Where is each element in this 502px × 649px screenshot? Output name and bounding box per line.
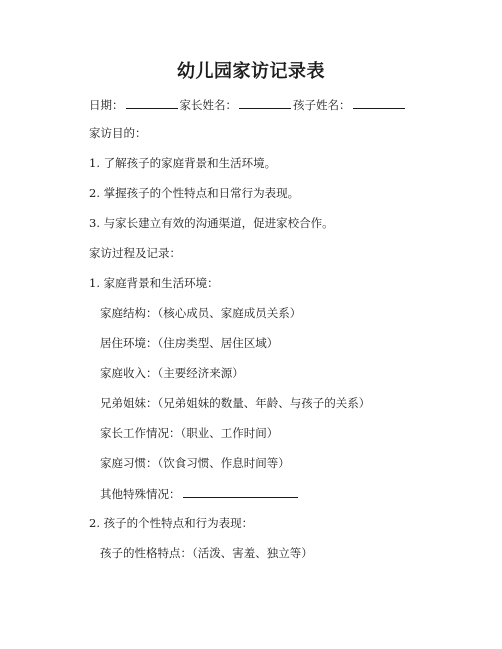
purpose-heading: 家访目的： bbox=[89, 126, 147, 140]
purpose-item: 2. 掌握孩子的个性特点和日常行为表现。 bbox=[89, 186, 300, 200]
section-heading: 2. 孩子的个性特点和行为表现： bbox=[89, 516, 254, 530]
section-item: 家庭收入：（主要经济来源） bbox=[100, 366, 244, 380]
section-item: 家庭结构：（核心成员、家庭成员关系） bbox=[100, 306, 302, 320]
other-situation-row bbox=[100, 485, 298, 502]
purpose-item: 3. 与家长建立有效的沟通渠道，促进家校合作。 bbox=[89, 216, 334, 230]
other-situation-blank[interactable] bbox=[183, 485, 298, 498]
child-name-blank[interactable] bbox=[353, 96, 405, 109]
section-item: 孩子的性格特点：（活泼、害羞、独立等） bbox=[100, 546, 313, 560]
section-heading: 1. 家庭背景和生活环境： bbox=[89, 276, 219, 290]
section-item: 居住环境：（住房类型、居住区域） bbox=[100, 336, 279, 350]
other-situation-label: 其他特殊情况： bbox=[100, 487, 181, 501]
parent-name-label: 家长姓名： bbox=[179, 98, 237, 112]
section-item: 家庭习惯：（饮食习惯、作息时间等） bbox=[100, 456, 290, 470]
section-item: 家长工作情况：（职业、工作时间） bbox=[100, 426, 279, 440]
parent-name-blank[interactable] bbox=[239, 96, 291, 109]
purpose-item: 1. 了解孩子的家庭背景和生活环境。 bbox=[89, 156, 277, 170]
date-label: 日期： bbox=[89, 98, 124, 112]
document-title: 幼儿园家访记录表 bbox=[177, 61, 325, 82]
section-item: 兄弟姐妹：（兄弟姐妹的数量、年龄、与孩子的关系） bbox=[100, 396, 371, 410]
child-name-label: 孩子姓名： bbox=[293, 98, 351, 112]
process-heading: 家访过程及记录： bbox=[89, 246, 181, 260]
date-blank[interactable] bbox=[126, 96, 178, 109]
header-fields-row bbox=[89, 96, 407, 113]
